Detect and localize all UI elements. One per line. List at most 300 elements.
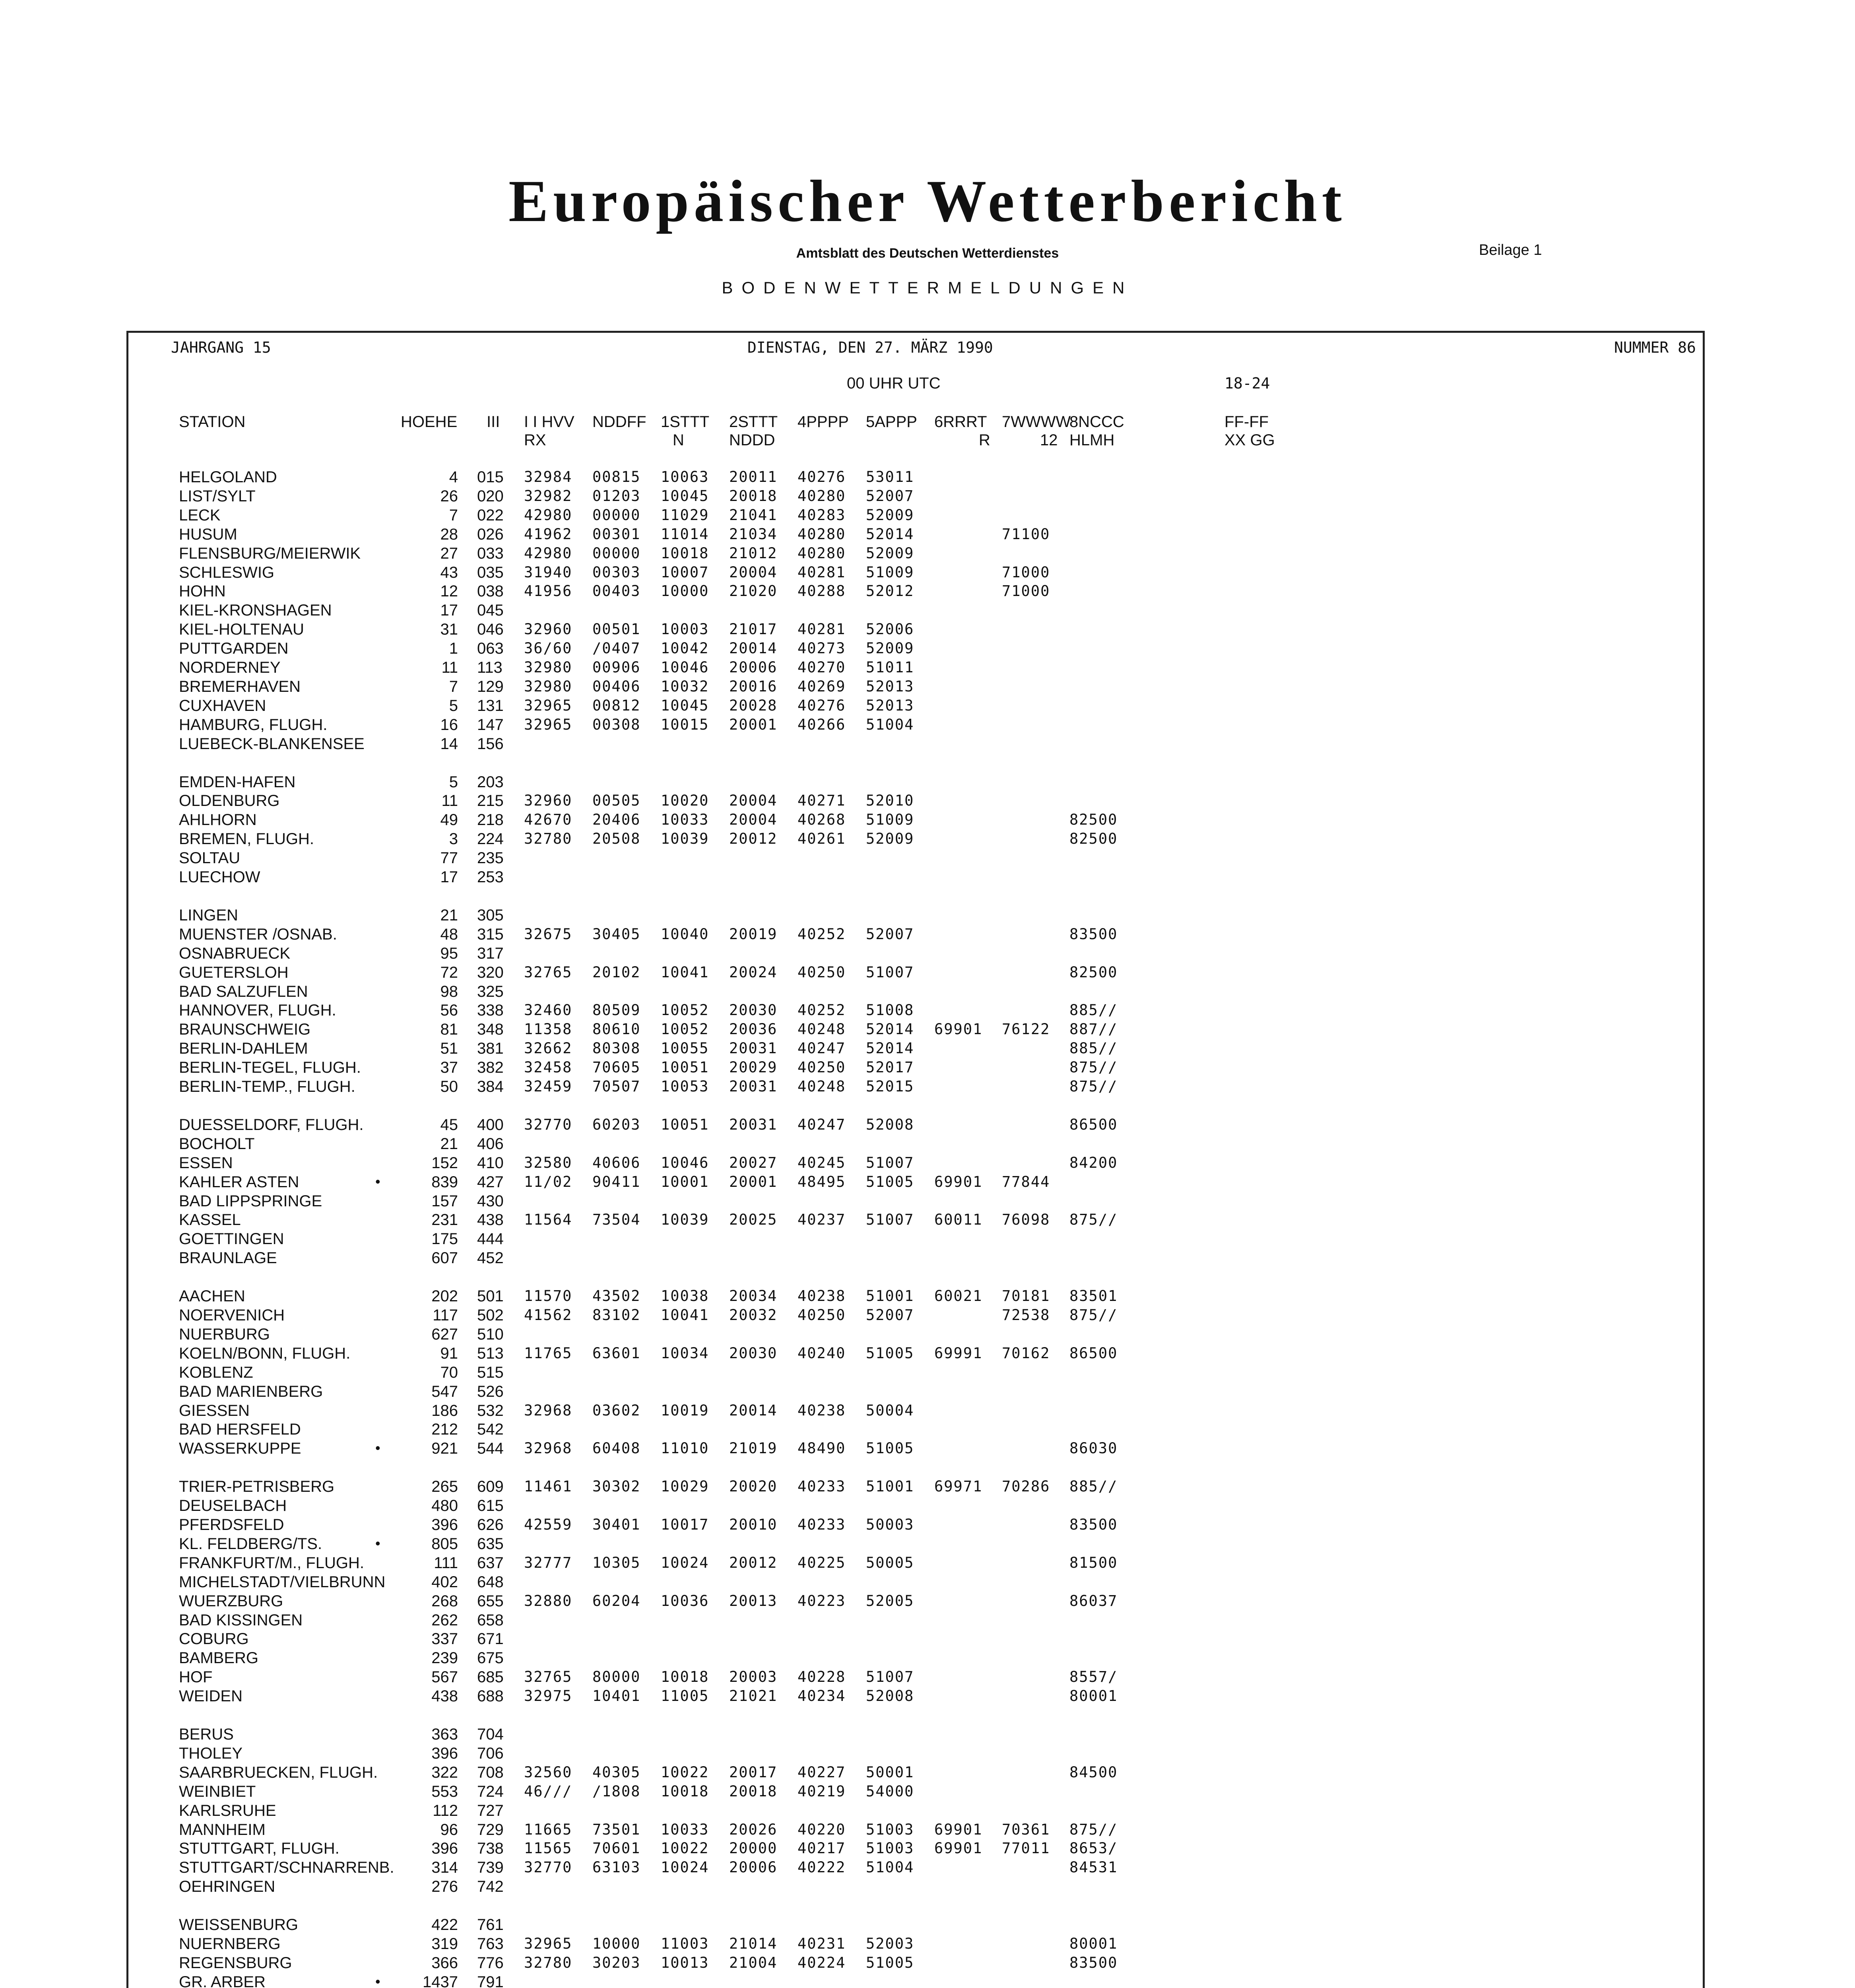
station-row — [0, 1116, 1855, 1135]
station-name: COBURG — [179, 1630, 249, 1648]
station-hoehe: 7 — [449, 507, 458, 524]
station-hoehe: 152 — [431, 1154, 458, 1172]
station-hoehe: 363 — [431, 1726, 458, 1743]
station-row — [0, 1630, 1855, 1649]
data-group: 21004 — [729, 1954, 778, 1971]
data-group: 01203 — [592, 487, 641, 505]
data-group: 52009 — [866, 545, 914, 562]
station-iii: 791 — [477, 1973, 504, 1988]
data-group: 40283 — [797, 507, 846, 524]
station-name: HUSUM — [179, 526, 237, 543]
data-group: 10045 — [661, 697, 709, 714]
data-group: 00505 — [592, 792, 641, 809]
data-group: 54000 — [866, 1783, 914, 1800]
station-name: AHLHORN — [179, 811, 257, 829]
data-group: 40606 — [592, 1154, 641, 1171]
data-group: 10000 — [661, 582, 709, 600]
station-row — [0, 564, 1855, 583]
data-group: 40240 — [797, 1345, 846, 1362]
station-hoehe: 21 — [440, 1135, 458, 1153]
station-name: REGENSBURG — [179, 1954, 292, 1972]
station-name: BERUS — [179, 1726, 234, 1743]
station-hoehe: 322 — [431, 1764, 458, 1781]
data-group: 10046 — [661, 1154, 709, 1171]
data-group: 885// — [1069, 1478, 1118, 1495]
data-group: 46/// — [524, 1783, 572, 1800]
data-group: 32662 — [524, 1040, 572, 1057]
station-name: TRIER-PETRISBERG — [179, 1478, 335, 1495]
data-group: 52005 — [866, 1592, 914, 1609]
data-group: 69901 — [934, 1173, 983, 1190]
data-group: 11564 — [524, 1211, 572, 1228]
station-hoehe: 28 — [440, 526, 458, 543]
data-group: 10029 — [661, 1478, 709, 1495]
data-group: 50001 — [866, 1764, 914, 1781]
data-group: 32968 — [524, 1402, 572, 1419]
data-group: 10024 — [661, 1859, 709, 1876]
page-title: Europäischer Wetterbericht — [508, 168, 1347, 234]
station-row — [0, 1916, 1855, 1935]
data-group: 40234 — [797, 1687, 846, 1705]
station-iii: 015 — [477, 468, 504, 486]
data-group: 40250 — [797, 964, 846, 981]
station-row — [0, 1287, 1855, 1307]
data-group: /1808 — [592, 1783, 641, 1800]
data-group: 21012 — [729, 545, 778, 562]
col-7wwww: 7WWWW 12 — [1002, 413, 1071, 449]
data-group: 40248 — [797, 1021, 846, 1038]
data-group: 36/60 — [524, 640, 572, 657]
data-group: 40233 — [797, 1516, 846, 1533]
data-group: 41956 — [524, 582, 572, 600]
station-hoehe: 5 — [449, 773, 458, 791]
data-group: 60408 — [592, 1440, 641, 1457]
data-group: 10046 — [661, 659, 709, 676]
station-hoehe: 112 — [433, 1802, 458, 1819]
data-group: 20013 — [729, 1592, 778, 1609]
data-group: 10018 — [661, 1668, 709, 1685]
data-group: 40233 — [797, 1478, 846, 1495]
station-name: LECK — [179, 507, 221, 524]
data-group: 20030 — [729, 1345, 778, 1362]
station-hoehe: 95 — [440, 945, 458, 962]
data-group: 52017 — [866, 1059, 914, 1076]
data-group: 21019 — [729, 1440, 778, 1457]
station-row — [0, 964, 1855, 983]
station-row — [0, 1040, 1855, 1059]
station-row — [0, 1764, 1855, 1783]
station-hoehe: 276 — [431, 1878, 458, 1895]
station-name: MICHELSTADT/VIELBRUNN — [179, 1573, 386, 1591]
time-label: 00 UHR UTC — [847, 375, 941, 392]
data-group: 40270 — [797, 659, 846, 676]
col-nddff: NDDFF — [592, 413, 646, 431]
station-row — [0, 678, 1855, 697]
data-group: 30302 — [592, 1478, 641, 1495]
station-iii: 305 — [477, 907, 504, 924]
station-iii: 045 — [477, 602, 504, 619]
station-name: BRAUNLAGE — [179, 1249, 277, 1267]
data-group: 00308 — [592, 716, 641, 733]
station-row — [0, 1611, 1855, 1631]
station-iii: 038 — [477, 582, 504, 600]
data-group: 11358 — [524, 1021, 572, 1038]
station-iii: 253 — [477, 868, 504, 886]
data-group: 21021 — [729, 1687, 778, 1705]
station-iii: 544 — [477, 1440, 504, 1457]
jahrgang-label: JAHRGANG 15 — [171, 339, 271, 356]
data-group: 80000 — [592, 1668, 641, 1685]
station-name: OSNABRUECK — [179, 945, 291, 962]
data-group: 20018 — [729, 1783, 778, 1800]
station-row — [0, 1497, 1855, 1516]
station-iii: 452 — [477, 1249, 504, 1267]
station-iii: 320 — [477, 964, 504, 981]
station-name: BREMERHAVEN — [179, 678, 301, 695]
station-iii: 515 — [477, 1364, 504, 1381]
station-iii: 615 — [477, 1497, 504, 1514]
station-row — [0, 1745, 1855, 1764]
station-name: NUERBURG — [179, 1326, 270, 1343]
station-name: PUTTGARDEN — [179, 640, 289, 657]
station-iii: 235 — [477, 849, 504, 867]
station-name: THOLEY — [179, 1745, 243, 1762]
station-hoehe: 98 — [440, 983, 458, 1000]
station-row — [0, 1135, 1855, 1154]
data-group: 51001 — [866, 1287, 914, 1305]
station-hoehe: 4 — [449, 468, 458, 486]
data-group: 10041 — [661, 964, 709, 981]
station-hoehe: 396 — [431, 1840, 458, 1857]
station-row — [0, 716, 1855, 735]
station-iii: 635 — [477, 1535, 504, 1553]
data-group: 70507 — [592, 1078, 641, 1095]
station-iii: 742 — [477, 1878, 504, 1895]
col-hoehe: HOEHE — [401, 413, 458, 431]
data-group: 40268 — [797, 811, 846, 828]
data-group: 32984 — [524, 468, 572, 485]
data-group: 52013 — [866, 697, 914, 714]
data-group: 51007 — [866, 1668, 914, 1685]
data-group: 50004 — [866, 1402, 914, 1419]
station-iii: 708 — [477, 1764, 504, 1781]
data-group: 40281 — [797, 564, 846, 581]
data-group: 32770 — [524, 1859, 572, 1876]
data-group: 51003 — [866, 1840, 914, 1857]
data-group: 52010 — [866, 792, 914, 809]
data-group: 40222 — [797, 1859, 846, 1876]
data-group: 10019 — [661, 1402, 709, 1419]
station-hoehe: 31 — [440, 621, 458, 638]
data-group: 50003 — [866, 1516, 914, 1533]
station-row — [0, 1021, 1855, 1040]
data-group: 50005 — [866, 1554, 914, 1571]
data-group: 51007 — [866, 964, 914, 981]
data-group: 10000 — [592, 1935, 641, 1952]
data-group: 40269 — [797, 678, 846, 695]
station-row — [0, 1783, 1855, 1802]
station-iii: 729 — [477, 1821, 504, 1839]
data-group: 71000 — [1002, 582, 1050, 600]
data-group: 69971 — [934, 1478, 983, 1495]
station-row — [0, 640, 1855, 659]
station-row — [0, 697, 1855, 716]
station-iii: 763 — [477, 1935, 504, 1953]
data-group: 52007 — [866, 487, 914, 505]
data-group: 51005 — [866, 1345, 914, 1362]
station-iii: 648 — [477, 1573, 504, 1591]
data-group: 20011 — [729, 468, 778, 485]
station-hoehe: 50 — [440, 1078, 458, 1095]
station-iii: 400 — [477, 1116, 504, 1134]
data-group: 82500 — [1069, 964, 1118, 981]
data-group: 00303 — [592, 564, 641, 581]
data-group: 10041 — [661, 1307, 709, 1324]
data-group: 80610 — [592, 1021, 641, 1038]
data-group: 10042 — [661, 640, 709, 657]
station-hoehe: 56 — [440, 1002, 458, 1019]
station-row — [0, 659, 1855, 678]
data-group: 885// — [1069, 1040, 1118, 1057]
data-group: 10001 — [661, 1173, 709, 1190]
station-name: LUEBECK-BLANKENSEE — [179, 735, 365, 753]
data-group: 40281 — [797, 621, 846, 638]
station-name: OLDENBURG — [179, 792, 280, 810]
data-group: 32770 — [524, 1116, 572, 1133]
station-name: HELGOLAND — [179, 468, 277, 486]
station-hoehe: 314 — [431, 1859, 458, 1876]
station-row — [0, 1554, 1855, 1573]
station-hoehe: 422 — [431, 1916, 458, 1934]
data-group: 40247 — [797, 1116, 846, 1133]
station-row — [0, 1192, 1855, 1211]
data-group: 8653/ — [1069, 1840, 1118, 1857]
data-group: 20004 — [729, 792, 778, 809]
data-group: 10038 — [661, 1287, 709, 1305]
station-row — [0, 468, 1855, 487]
data-group: 20014 — [729, 640, 778, 657]
col-4pppp: 4PPPP — [797, 413, 849, 431]
data-group: 32960 — [524, 792, 572, 809]
station-iii: 626 — [477, 1516, 504, 1534]
station-row — [0, 773, 1855, 792]
station-iii: 315 — [477, 926, 504, 943]
station-name: KOBLENZ — [179, 1364, 253, 1381]
data-group: 21017 — [729, 621, 778, 638]
station-iii: 406 — [477, 1135, 504, 1153]
station-iii: 022 — [477, 507, 504, 524]
station-iii: 706 — [477, 1745, 504, 1762]
station-hoehe: 212 — [431, 1421, 458, 1438]
data-group: 00812 — [592, 697, 641, 714]
data-group: 32980 — [524, 659, 572, 676]
data-group: 20024 — [729, 964, 778, 981]
station-iii: 113 — [477, 659, 503, 676]
data-group: 53011 — [866, 468, 914, 485]
data-group: 20020 — [729, 1478, 778, 1495]
data-group: 10015 — [661, 716, 709, 733]
data-group: 60021 — [934, 1287, 983, 1305]
data-group: 20031 — [729, 1040, 778, 1057]
station-name: MANNHEIM — [179, 1821, 266, 1839]
station-hoehe: 265 — [431, 1478, 458, 1495]
data-group: 42980 — [524, 545, 572, 562]
station-hoehe: 1437 — [423, 1973, 458, 1988]
data-group: 875// — [1069, 1059, 1118, 1076]
station-iii: 325 — [477, 983, 504, 1000]
data-group: 20028 — [729, 697, 778, 714]
station-row — [0, 1859, 1855, 1878]
station-hoehe: 21 — [440, 907, 458, 924]
data-group: 10034 — [661, 1345, 709, 1362]
data-group: 10033 — [661, 811, 709, 828]
data-group: 10051 — [661, 1116, 709, 1133]
station-iii: 410 — [477, 1154, 504, 1172]
station-hoehe: 337 — [431, 1630, 458, 1648]
station-hoehe: 26 — [440, 487, 458, 505]
data-group: 40225 — [797, 1554, 846, 1571]
station-row — [0, 1230, 1855, 1249]
data-group: 60011 — [934, 1211, 983, 1228]
station-row — [0, 1840, 1855, 1859]
col-iii: III — [487, 413, 500, 431]
station-iii: 147 — [477, 716, 504, 734]
station-name: BERLIN-TEMP., FLUGH. — [179, 1078, 355, 1095]
station-row — [0, 545, 1855, 564]
data-group: 83500 — [1069, 1516, 1118, 1533]
data-group: 32982 — [524, 487, 572, 505]
data-group: 10013 — [661, 1954, 709, 1971]
station-name: HANNOVER, FLUGH. — [179, 1002, 336, 1019]
station-name: FLENSBURG/MEIERWIK — [179, 545, 361, 562]
station-name: GOETTINGEN — [179, 1230, 284, 1248]
data-group: 43502 — [592, 1287, 641, 1305]
data-group: 40219 — [797, 1783, 846, 1800]
station-iii: 502 — [477, 1307, 504, 1324]
data-group: 80001 — [1069, 1687, 1118, 1705]
data-group: 32965 — [524, 697, 572, 714]
data-group: 21034 — [729, 526, 778, 543]
data-group: 20016 — [729, 678, 778, 695]
station-name: HOF — [179, 1668, 213, 1686]
station-iii: 513 — [477, 1345, 504, 1362]
station-iii: 427 — [477, 1173, 504, 1191]
data-group: 32765 — [524, 964, 572, 981]
data-group: 20030 — [729, 1002, 778, 1019]
station-row — [0, 1211, 1855, 1230]
data-group: 48490 — [797, 1440, 846, 1457]
station-row — [0, 1878, 1855, 1897]
data-group: 52014 — [866, 1021, 914, 1038]
station-hoehe: 5 — [449, 697, 458, 714]
data-group: 69901 — [934, 1840, 983, 1857]
station-row — [0, 1726, 1855, 1745]
data-group: 40223 — [797, 1592, 846, 1609]
station-hoehe: 262 — [431, 1611, 458, 1629]
data-group: 52008 — [866, 1116, 914, 1133]
data-group: 10052 — [661, 1002, 709, 1019]
data-group: 52007 — [866, 1307, 914, 1324]
station-hoehe: 49 — [440, 811, 458, 829]
station-iii: 609 — [477, 1478, 504, 1495]
station-hoehe: 17 — [440, 868, 458, 886]
data-group: 00000 — [592, 545, 641, 562]
data-group: 10020 — [661, 792, 709, 809]
station-hoehe: 7 — [449, 678, 458, 695]
station-hoehe: 70 — [440, 1364, 458, 1381]
station-name: GR. ARBER — [179, 1973, 266, 1988]
station-hoehe: 45 — [440, 1116, 458, 1134]
bergstation-mark: • — [375, 1173, 380, 1190]
station-name: HAMBURG, FLUGH. — [179, 716, 328, 734]
date-label: DIENSTAG, DEN 27. MÄRZ 1990 — [747, 339, 993, 356]
data-group: 71100 — [1002, 526, 1050, 543]
data-group: 40245 — [797, 1154, 846, 1171]
data-group: 86037 — [1069, 1592, 1118, 1609]
data-group: 20017 — [729, 1764, 778, 1781]
data-group: 10022 — [661, 1840, 709, 1857]
station-row — [0, 1935, 1855, 1954]
data-group: 51007 — [866, 1154, 914, 1171]
data-group: 20004 — [729, 564, 778, 581]
data-group: 885// — [1069, 1002, 1118, 1019]
station-row — [0, 945, 1855, 964]
data-group: 40305 — [592, 1764, 641, 1781]
station-row — [0, 926, 1855, 945]
data-group: 69901 — [934, 1021, 983, 1038]
data-group: 40228 — [797, 1668, 846, 1685]
data-group: 52014 — [866, 1040, 914, 1057]
station-iii: 381 — [477, 1040, 504, 1057]
data-group: 10045 — [661, 487, 709, 505]
station-iii: 532 — [477, 1402, 504, 1419]
beilage-label: Beilage 1 — [1479, 242, 1542, 258]
data-group: 69901 — [934, 1821, 983, 1838]
data-group: 875// — [1069, 1211, 1118, 1228]
station-iii: 215 — [477, 792, 504, 810]
station-name: BREMEN, FLUGH. — [179, 830, 314, 848]
data-group: 10040 — [661, 926, 709, 943]
station-name: PFERDSFELD — [179, 1516, 284, 1534]
data-group: 48495 — [797, 1173, 846, 1190]
data-group: 90411 — [592, 1173, 641, 1190]
station-hoehe: 396 — [431, 1745, 458, 1762]
station-iii: 542 — [477, 1421, 504, 1438]
data-group: 70605 — [592, 1059, 641, 1076]
data-group: 00403 — [592, 582, 641, 600]
data-group: 40238 — [797, 1287, 846, 1305]
station-name: BAD HERSFELD — [179, 1421, 301, 1438]
data-group: 76122 — [1002, 1021, 1050, 1038]
data-group: 20012 — [729, 830, 778, 847]
station-name: WUERZBURG — [179, 1592, 283, 1610]
station-name: BERLIN-DAHLEM — [179, 1040, 308, 1057]
data-group: 20000 — [729, 1840, 778, 1857]
data-group: 32880 — [524, 1592, 572, 1609]
data-group: 875// — [1069, 1821, 1118, 1838]
station-hoehe: 14 — [440, 735, 458, 753]
data-group: 875// — [1069, 1307, 1118, 1324]
data-group: 40273 — [797, 640, 846, 657]
station-row — [0, 1078, 1855, 1097]
data-group: 11029 — [661, 507, 709, 524]
station-hoehe: 396 — [431, 1516, 458, 1534]
station-iii: 384 — [477, 1078, 504, 1095]
station-row — [0, 907, 1855, 926]
station-row — [0, 1307, 1855, 1326]
data-group: 00301 — [592, 526, 641, 543]
station-hoehe: 480 — [431, 1497, 458, 1514]
